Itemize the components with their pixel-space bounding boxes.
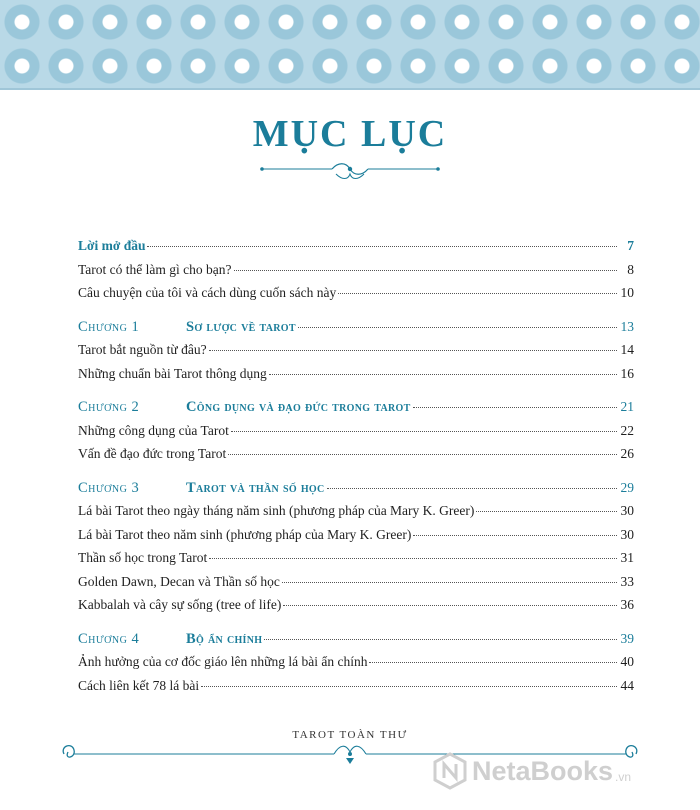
dot-leader: [209, 558, 617, 559]
chapter-page: 39: [620, 630, 634, 646]
toc-entry-row[interactable]: [78, 654, 634, 678]
toc-entry-page: 30: [620, 526, 634, 542]
title-flourish-icon: [260, 160, 440, 186]
toc-entry-page: 30: [620, 503, 634, 518]
dot-leader: [369, 662, 617, 663]
chapter-page: 29: [620, 479, 634, 495]
watermark-logo: [432, 752, 631, 790]
table-of-contents: [78, 238, 634, 701]
dot-leader: [282, 582, 617, 583]
toc-entry-row[interactable]: [78, 597, 634, 621]
hexagon-logo-icon: [432, 752, 468, 790]
dot-leader: [298, 327, 617, 328]
chapter-title: Sơ lược về tarot: [186, 318, 296, 335]
toc-entry-page: 22: [620, 422, 634, 438]
chapter-page: 21: [620, 399, 634, 414]
toc-entry-title: Lá bài Tarot theo ngày tháng năm sinh (phương pháp của Mary K. Greer): [78, 503, 475, 518]
toc-chapter-row-1[interactable]: [78, 319, 634, 343]
toc-entry-row[interactable]: [78, 262, 634, 286]
toc-entry-row[interactable]: [78, 342, 634, 366]
toc-entry-row[interactable]: [78, 503, 634, 527]
toc-entry-page: 16: [620, 365, 634, 381]
toc-entry-row[interactable]: [78, 423, 634, 447]
toc-entry-title: Tarot bắt nguồn từ đâu?: [78, 342, 207, 357]
dot-leader: [327, 488, 617, 489]
chapter-label: Chương 2: [78, 399, 140, 415]
dot-leader: [269, 374, 617, 375]
dot-leader: [209, 350, 617, 351]
toc-entry-title: Thần số học trong Tarot: [78, 550, 208, 565]
toc-entry-page: 40: [620, 654, 634, 669]
chapter-title: Công dụng và đạo đức trong tarot: [186, 399, 411, 415]
chapter-title: Bộ ẩn chính: [186, 630, 263, 647]
chapter-title: Tarot và thần số học: [186, 479, 325, 496]
toc-entry-row[interactable]: [78, 285, 634, 309]
toc-entry-page: 8: [627, 261, 634, 277]
dot-leader: [231, 431, 617, 432]
dot-leader: [413, 535, 617, 536]
running-footer-title: TAROT TOÀN THƯ: [292, 729, 408, 741]
toc-entry-title: Lá bài Tarot theo năm sinh (phương pháp của Mary K. Greer): [78, 526, 412, 542]
toc-entry-title: Golden Dawn, Decan và Thần số học: [78, 573, 280, 589]
chapter-label: Chương 3: [78, 479, 140, 496]
toc-entry-page: 31: [620, 550, 634, 565]
dot-leader: [147, 246, 617, 247]
toc-chapter-row-3[interactable]: [78, 480, 634, 504]
toc-entry-title: Lời mở đầu: [78, 238, 146, 253]
watermark-suffix: .vn: [615, 770, 632, 784]
toc-entry-title: Vấn đề đạo đức trong Tarot: [78, 446, 227, 461]
dot-leader: [476, 511, 617, 512]
toc-entry-title: Kabbalah và cây sự sống (tree of life): [78, 597, 282, 612]
toc-entry-title: Ảnh hưởng của cơ đốc giáo lên những lá bài ẩn chính: [78, 654, 368, 669]
toc-entry-page: 7: [627, 238, 634, 253]
toc-entry-page: 14: [620, 342, 634, 357]
dot-leader: [201, 686, 617, 687]
toc-entry-page: 26: [620, 446, 634, 461]
decorative-header-band: [0, 0, 700, 90]
chapter-page: 13: [620, 318, 634, 334]
toc-entry-title: Tarot có thể làm gì cho bạn?: [78, 261, 232, 277]
toc-entry-title: Cách liên kết 78 lá bài: [78, 677, 200, 693]
toc-entry-row[interactable]: [78, 527, 634, 551]
page-title: MỤC LỤC: [252, 113, 448, 155]
toc-chapter-row-2[interactable]: [78, 399, 634, 423]
toc-entry-title: Những chuẩn bài Tarot thông dụng: [78, 365, 267, 381]
toc-entry-page: 44: [620, 677, 634, 693]
toc-entry-page: 33: [620, 573, 634, 589]
toc-entry-page: 10: [620, 285, 634, 300]
watermark-brand: NetaBooks: [472, 755, 614, 786]
toc-entry-row[interactable]: [78, 550, 634, 574]
toc-intro-row[interactable]: [78, 238, 634, 262]
toc-entry-page: 36: [620, 597, 634, 612]
chapter-label: Chương 4: [78, 630, 140, 647]
toc-entry-title: Những công dụng của Tarot: [78, 422, 229, 438]
toc-entry-row[interactable]: [78, 366, 634, 390]
toc-entry-row[interactable]: [78, 574, 634, 598]
toc-chapter-row-4[interactable]: [78, 631, 634, 655]
toc-entry-title: Câu chuyện của tôi và cách dùng cuốn sách này: [78, 285, 337, 300]
toc-entry-row[interactable]: [78, 446, 634, 470]
dot-leader: [283, 605, 617, 606]
dot-leader: [338, 293, 617, 294]
chapter-label: Chương 1: [78, 318, 140, 335]
dot-leader: [234, 270, 618, 271]
dot-leader: [228, 454, 617, 455]
toc-entry-row[interactable]: [78, 678, 634, 702]
dot-leader: [413, 407, 617, 408]
dot-leader: [264, 639, 617, 640]
